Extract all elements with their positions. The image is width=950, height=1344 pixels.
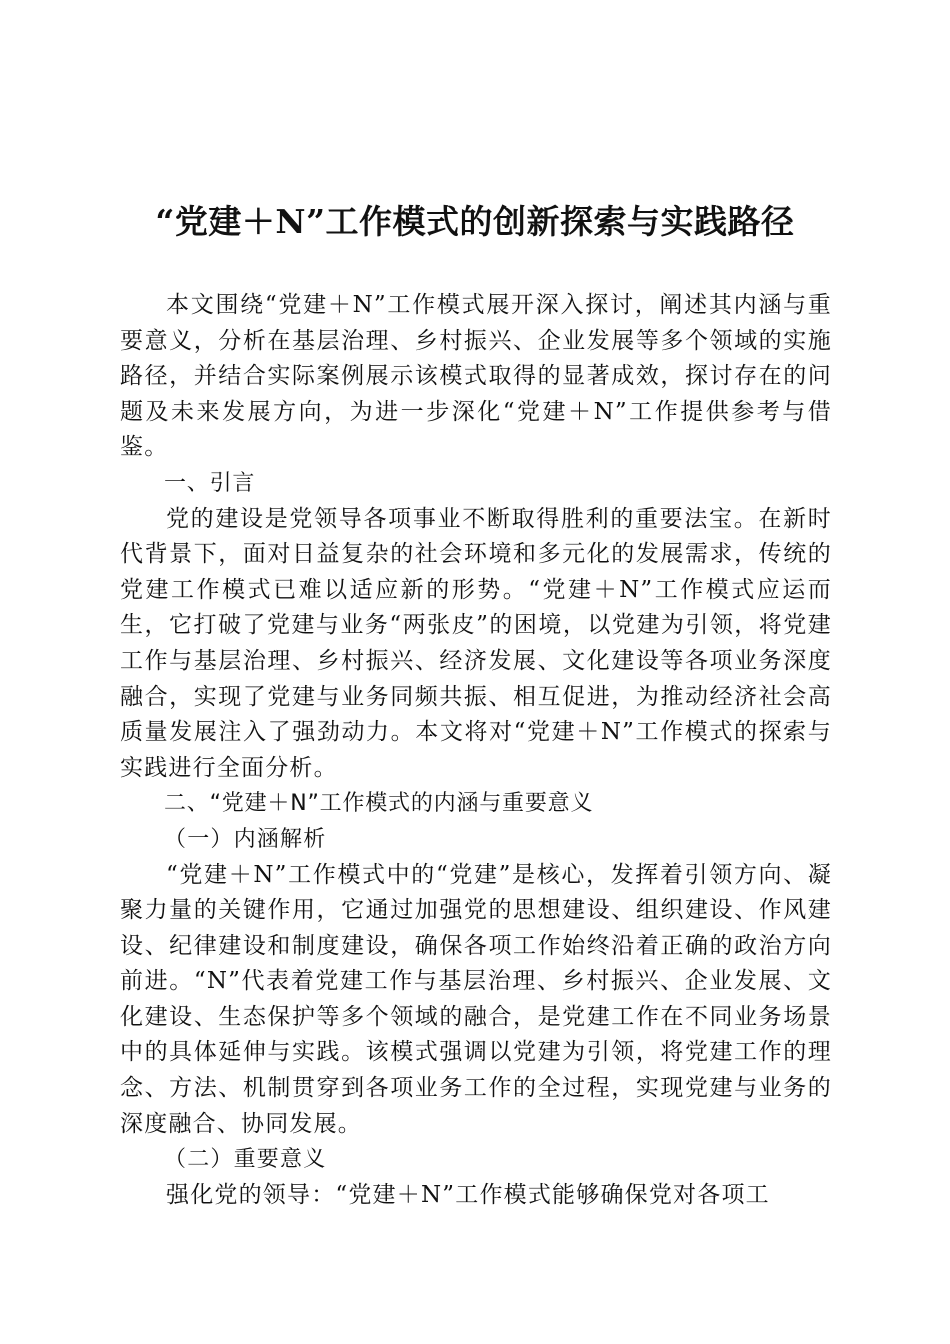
section-heading-introduction: 一、引言	[164, 470, 256, 496]
introduction-paragraph: 党的建设是党领导各项事业不断取得胜利的重要法宝。在新时代背景下，面对日益复杂的社会环境和多元化的发展需求，传统的党建工作模式已难以适应新的形势。“党建＋N”工作模式应运而生，它打破了党建与业务“两张皮”的困境，以党建为引领，将党建工作与基层治理、乡村振兴、经济发展、文化建设等各项业务深度融合，实现了党建与业务同频共振、相互促进，为推动经济社会高质量发展注入了强劲动力。本文将对“党建＋N”工作模式的探索与实践进行全面分析。	[120, 505, 832, 781]
document-title: “党建＋N”工作模式的创新探索与实践路径	[155, 202, 795, 241]
significance-paragraph: 强化党的领导：“党建＋N”工作模式能够确保党对各项工	[166, 1181, 770, 1208]
section-heading-meaning: 二、“党建＋N”工作模式的内涵与重要意义	[164, 791, 594, 817]
subsection-heading-connotation: （一）内涵解析	[164, 826, 327, 852]
abstract-paragraph: 本文围绕“党建＋N”工作模式展开深入探讨，阐述其内涵与重要意义，分析在基层治理、乡村振兴、企业发展等多个领域的实施路径，并结合实际案例展示该模式取得的显著成效，探讨存在的问题及未来发展方向，为进一步深化“党建＋N”工作提供参考与借鉴。	[120, 292, 832, 461]
document-body	[120, 288, 832, 1213]
connotation-paragraph: “党建＋N”工作模式中的“党建”是核心，发挥着引领方向、凝聚力量的关键作用，它通过加强党的思想建设、组织建设、作风建设、纪律建设和制度建设，确保各项工作始终沿着正确的政治方向前进。“N”代表着党建工作与基层治理、乡村振兴、企业发展、文化建设、生态保护等多个领域的融合，是党建工作在不同业务场景中的具体延伸与实践。该模式强调以党建为引领，将党建工作的理念、方法、机制贯穿到各项业务工作的全过程，实现党建与业务的深度融合、协同发展。	[120, 861, 832, 1137]
subsection-heading-significance: （二）重要意义	[164, 1147, 327, 1173]
